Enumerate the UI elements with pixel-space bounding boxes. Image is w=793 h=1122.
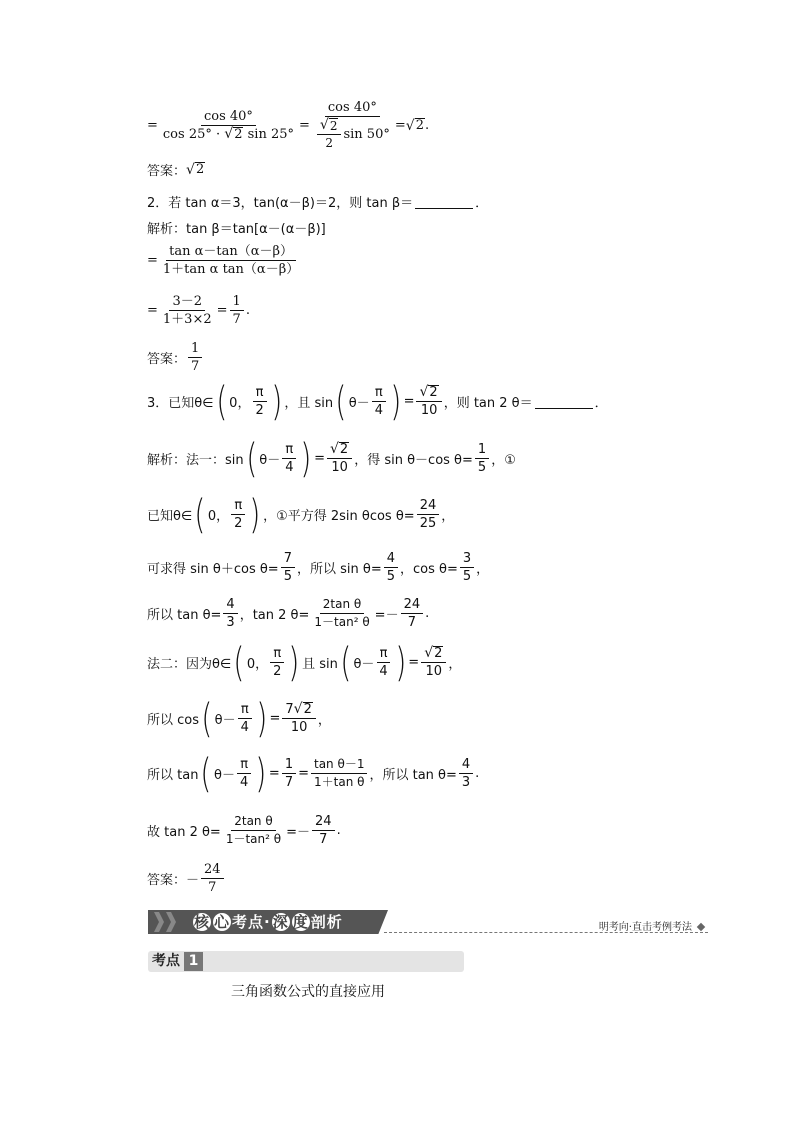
fraction [401,597,424,630]
solution-text: . [336,823,341,838]
answer-3 [147,862,226,895]
solution-text: 解析：法一：sin [147,453,244,468]
solution-text: ，①平方得 2sin θcos θ= [263,509,415,524]
numerator [327,442,352,459]
denominator: 4 [240,720,249,735]
fraction [372,385,386,418]
fraction [237,757,251,790]
answer-1 [147,160,205,179]
numerator: π [237,757,251,774]
numerator: 4 [384,551,398,568]
fraction [282,702,315,735]
interval: ( 0， $\frac{\pi}{2}$ ) [215,378,283,425]
solution-text: 解析：tan β＝tan[α－(α－β)] [147,222,326,237]
solution-3-line-2 [147,491,455,538]
question-text: 3．已知θ∈ [147,396,214,411]
paren-expr: ( θ－ $\frac{\pi}{4}$ ) [335,378,402,425]
fraction [475,442,489,475]
denominator: 25 [419,516,437,531]
numerator: tan α－tan（α－β） [166,244,296,261]
sqrt: √ 2 [424,645,443,661]
eq-sign: = [403,394,415,409]
solution-text: =－ [286,825,311,840]
numerator [416,385,441,402]
den-tail: sin 50° [343,127,390,142]
sqrt: √ 2 [186,161,205,178]
sqrt-arg: 2 [434,646,443,661]
solution-text: ， [448,657,462,672]
expr-text: θ－ [259,453,281,468]
banner-subtitle [599,918,704,933]
solution-3-line-5 [147,639,462,686]
denominator: 1＋tan α tan（α－β） [162,262,300,277]
solution-text: ，tan 2 θ= [239,608,310,623]
fraction [376,646,390,679]
banner-char: 核 [193,913,210,931]
den-tail: sin 25° [247,127,294,142]
numerator: π [282,442,296,459]
fraction [311,757,367,790]
sqrt: √ 2 [405,117,424,134]
eq-sign: = [147,303,158,318]
expr-text: θ－ [348,396,370,411]
fraction [223,597,237,630]
fraction [238,702,252,735]
paren-expr: ( θ－ $\frac{\pi}{4}$ ) [245,435,312,482]
numerator: 1 [475,442,489,459]
denominator: 5 [462,569,472,584]
denominator: 5 [477,460,487,475]
numerator: π [377,646,391,663]
numerator: 3 [460,551,474,568]
numerator: 1 [188,341,202,358]
fraction [282,442,296,475]
solution-text: =－ [374,608,399,623]
sqrt: √ 2 [293,701,312,717]
numerator: 24 [417,498,440,515]
numerator: 1 [282,757,296,774]
solution-text: ， [476,562,490,577]
denominator [312,117,393,151]
denominator [160,126,297,142]
denominator: 7 [208,880,217,895]
numerator: cos 40° [201,109,256,126]
interval-start: 0， [207,509,230,524]
fraction [252,385,266,418]
solution-text: ，① [491,453,516,468]
solution-2-line-1 [147,218,326,237]
fraction [281,551,295,584]
answer-label: 答案：－ [147,873,200,888]
banner-text: 考点· [232,913,271,931]
denominator: 7 [232,312,241,327]
solution-text: . [425,606,430,621]
sqrt: √ 2 [419,384,438,400]
numerator: 7 [281,551,295,568]
expr-text: θ－ [353,657,375,672]
numerator [421,646,446,663]
fraction [201,862,224,895]
sqrt: √ 2 [330,441,349,457]
fraction [416,385,441,418]
numerator: π [270,646,284,663]
denominator: 2 [325,136,333,150]
numerator: π [372,385,386,402]
sqrt: √ 2 [319,117,338,133]
expr-text: θ－ [214,768,236,783]
denominator: 5 [386,569,396,584]
sqrt-arg: 2 [195,161,205,177]
sqrt-arg: 2 [339,442,349,457]
eq-sign: = [299,118,310,133]
sqrt-arg: 2 [234,127,243,142]
question-3 [147,378,608,425]
solution-text: 故 tan 2 θ= [147,825,221,840]
solution-text: 所以 cos [147,713,200,728]
period: . [424,118,430,133]
interval: ( 0， $\frac{\pi}{2}$ ) [194,491,261,538]
numerator: tan θ－1 [311,757,367,774]
kaodian-title: 三角函数公式的直接应用 [231,984,385,1000]
numerator [282,702,315,719]
numerator: 2tan θ [231,814,275,831]
denominator: 3 [226,615,235,630]
numerator: 1 [230,294,244,311]
eq-sign: = [269,711,281,726]
numerator [317,118,342,135]
interval-start: 0， [229,396,251,411]
question-text: 2．若 tan α＝3，tan(α－β)＝2，则 tan β＝ [147,196,414,211]
diamond-icon [697,923,705,931]
fraction [270,646,284,679]
eq-sign: = [147,253,158,268]
fraction [160,244,302,277]
fraction [312,100,393,151]
solution-text: ，所以 tan θ= [369,768,457,783]
denominator: 1＋3×2 [162,312,212,327]
fraction [230,294,244,327]
paren-expr: ( θ－ $\frac{\pi}{4}$ ) [200,750,267,797]
kaodian-number: 1 [184,952,203,971]
denominator: 1－tan² θ [314,615,370,629]
fraction [384,551,398,584]
sqrt-arg: 2 [415,117,424,133]
answer-blank [415,194,473,209]
solution-text: 法二：因为θ∈ [147,657,232,672]
kaodian-label: 考点 [152,953,180,969]
answer-label: 答案： [147,164,187,179]
denominator: 1－tan² θ [225,832,282,846]
numerator: π [238,702,252,719]
sqrt-arg: 2 [303,702,312,717]
numerator: cos 40° [325,100,380,117]
numerator: π [253,385,267,402]
expr-text: θ－ [214,713,236,728]
banner-char: 深 [272,913,289,931]
fraction [188,341,202,374]
denominator: 5 [283,569,292,584]
solution-text: ，得 sin θ－cos θ= [354,453,473,468]
numerator: 4 [223,597,237,614]
eq-sign: = [268,766,280,781]
denominator: 10 [331,460,348,475]
solution-3-line-1 [147,435,516,482]
banner-text: 剖析 [310,913,343,931]
denominator: 7 [319,832,328,847]
answer-label: 答案： [147,352,187,367]
solution-3-line-3 [147,551,489,584]
numerator: 24 [201,862,224,879]
fraction [460,551,474,584]
paren-expr: ( θ－ $\frac{\pi}{4}$ ) [340,639,406,686]
denominator: 10 [420,403,438,418]
numerator: 3－2 [169,294,205,311]
period: ． [594,396,608,411]
formula-line-1 [147,100,429,151]
solution-2-line-2 [147,244,304,277]
solution-3-line-4 [147,597,429,630]
solution-text: ， [317,713,331,728]
denominator: 1＋tan θ [314,775,365,789]
denominator: 10 [425,664,443,679]
fraction [311,597,372,630]
denominator: 2 [234,516,243,531]
numerator: 2tan θ [320,597,364,614]
eq-sign: = [408,655,420,670]
fraction [317,118,342,151]
fraction [160,294,215,327]
solution-3-line-7 [147,750,480,797]
eq-sign: = [314,451,325,466]
period: . [245,303,250,318]
denominator: 4 [379,664,388,679]
fraction [417,498,440,531]
numerator: 24 [312,814,335,831]
denominator: 4 [285,460,294,475]
denominator: 4 [374,403,383,418]
answer-2 [147,341,204,374]
period: ． [475,196,489,211]
numerator: 4 [459,757,473,774]
denominator: 4 [240,775,249,790]
sqrt-arg: 2 [329,119,338,133]
solution-2-line-3 [147,294,250,327]
answer-blank [535,394,593,409]
solution-3-line-6 [147,695,331,742]
solution-text: ，所以 sin θ= [296,562,382,577]
question-text: ，且 sin [284,396,334,411]
solution-text: 可求得 sin θ＋cos θ= [147,562,279,577]
coef: 7 [285,702,294,717]
numerator: 24 [401,597,424,614]
denominator: 7 [407,615,416,630]
eq-sign: = [147,118,158,133]
fraction [459,757,473,790]
interval-start: 0， [246,657,269,672]
sqrt: √ 2 [224,126,243,142]
solution-text: ， [441,509,455,524]
denominator: 7 [284,775,294,790]
fraction [223,814,284,847]
fraction [421,646,446,679]
fraction [231,498,245,531]
question-text: ，则 tan 2 θ＝ [443,396,533,411]
denominator: 10 [290,720,308,735]
banner-subtitle-text: 明考向·直击考例考法 [598,922,692,933]
denominator: 7 [191,359,200,374]
solution-text: 已知θ∈ [147,509,193,524]
solution-3-line-8 [147,814,341,847]
banner-char: 心 [213,913,230,931]
paren-expr: ( θ－ $\frac{\pi}{4}$ ) [201,695,268,742]
eq-sign: = [394,118,406,133]
fraction [160,109,297,142]
numerator: π [231,498,245,515]
eq-sign: = [298,766,309,781]
solution-text: . [475,766,480,781]
interval: ( 0， $\frac{\pi}{2}$ ) [233,639,300,686]
solution-text: 且 sin [302,657,338,672]
question-2 [147,192,488,211]
denominator: 2 [273,664,282,679]
eq-sign: = [216,303,228,318]
denominator: 3 [461,775,471,790]
fraction [312,814,335,847]
sqrt-arg: 2 [429,385,438,400]
banner-title [192,911,343,933]
solution-text: ，cos θ= [400,562,458,577]
fraction [282,757,296,790]
den-text: cos 25° · [162,127,221,142]
kaodian-bar [148,951,464,972]
banner-char: 度 [292,913,309,931]
section-banner [148,908,708,936]
denominator: 2 [255,403,264,418]
solution-text: 所以 tan [147,768,199,783]
fraction [327,442,352,475]
solution-text: 所以 tan θ= [147,608,222,623]
